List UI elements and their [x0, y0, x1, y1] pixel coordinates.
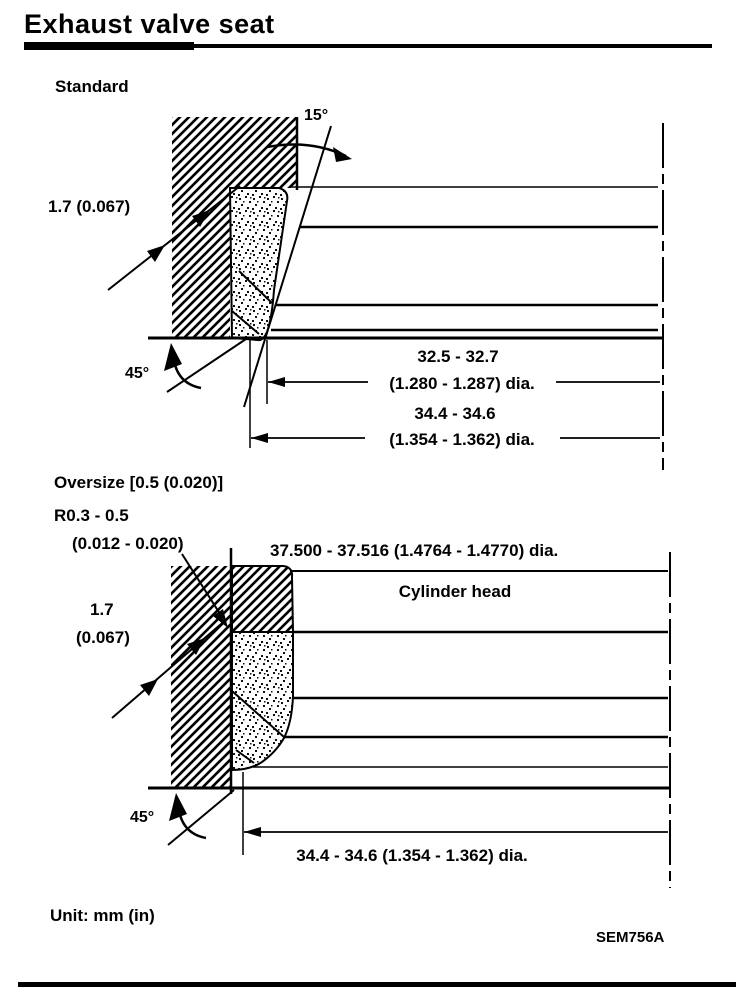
title-rule-heavy-segment — [24, 42, 194, 50]
radius-in: (0.012 - 0.020) — [72, 534, 184, 553]
inner-dia-mm: 32.5 - 32.7 — [417, 347, 499, 366]
seat-width-label: 1.7 (0.067) — [48, 197, 131, 216]
page-title: Exhaust valve seat — [24, 9, 275, 39]
seat-width-mm: 1.7 — [90, 600, 114, 619]
figure-code: SEM756A — [596, 929, 665, 946]
cylinder-head-hatch — [171, 566, 232, 788]
chamfer-angle-label: 45° — [125, 365, 150, 382]
cylinder-head-label: Cylinder head — [398, 582, 512, 601]
extension-lines — [250, 340, 267, 448]
dim-arrowhead-icon — [244, 827, 261, 837]
seat-width-arrowhead-icon — [147, 245, 165, 262]
seat-width-in: (0.067) — [76, 628, 130, 647]
bottom-rule — [18, 982, 736, 987]
standard-diagram — [48, 77, 663, 470]
chamfer-arrowhead-icon — [164, 343, 182, 371]
oversize-diagram — [54, 473, 670, 888]
chamfer-line — [167, 339, 246, 392]
outer-dia-label: 34.4 - 34.6 (1.354 - 1.362) dia. — [296, 846, 528, 865]
oversize-label: Oversize [0.5 (0.020)] — [54, 473, 224, 492]
valve-seat-insert — [232, 632, 293, 770]
chamfer-angle-label: 45° — [130, 809, 155, 826]
unit-note: Unit: mm (in) — [50, 906, 155, 925]
face-angle-label: 15° — [304, 107, 329, 124]
dim-arrowhead-icon — [251, 433, 268, 443]
outer-dia-in: (1.354 - 1.362) dia. — [389, 430, 535, 449]
face-angle-arrowhead-icon — [333, 147, 352, 162]
dim-arrowhead-icon — [268, 377, 285, 387]
standard-label: Standard — [55, 77, 129, 96]
head-hatch-band — [232, 566, 293, 632]
chamfer-arrowhead-icon — [169, 793, 187, 821]
seat-width-arrowhead-icon — [140, 679, 158, 696]
recess-dia-label: 37.500 - 37.516 (1.4764 - 1.4770) dia. — [270, 541, 559, 560]
inner-dia-in: (1.280 - 1.287) dia. — [389, 374, 535, 393]
outer-dia-mm: 34.4 - 34.6 — [414, 404, 496, 423]
radius-mm: R0.3 - 0.5 — [54, 506, 129, 525]
